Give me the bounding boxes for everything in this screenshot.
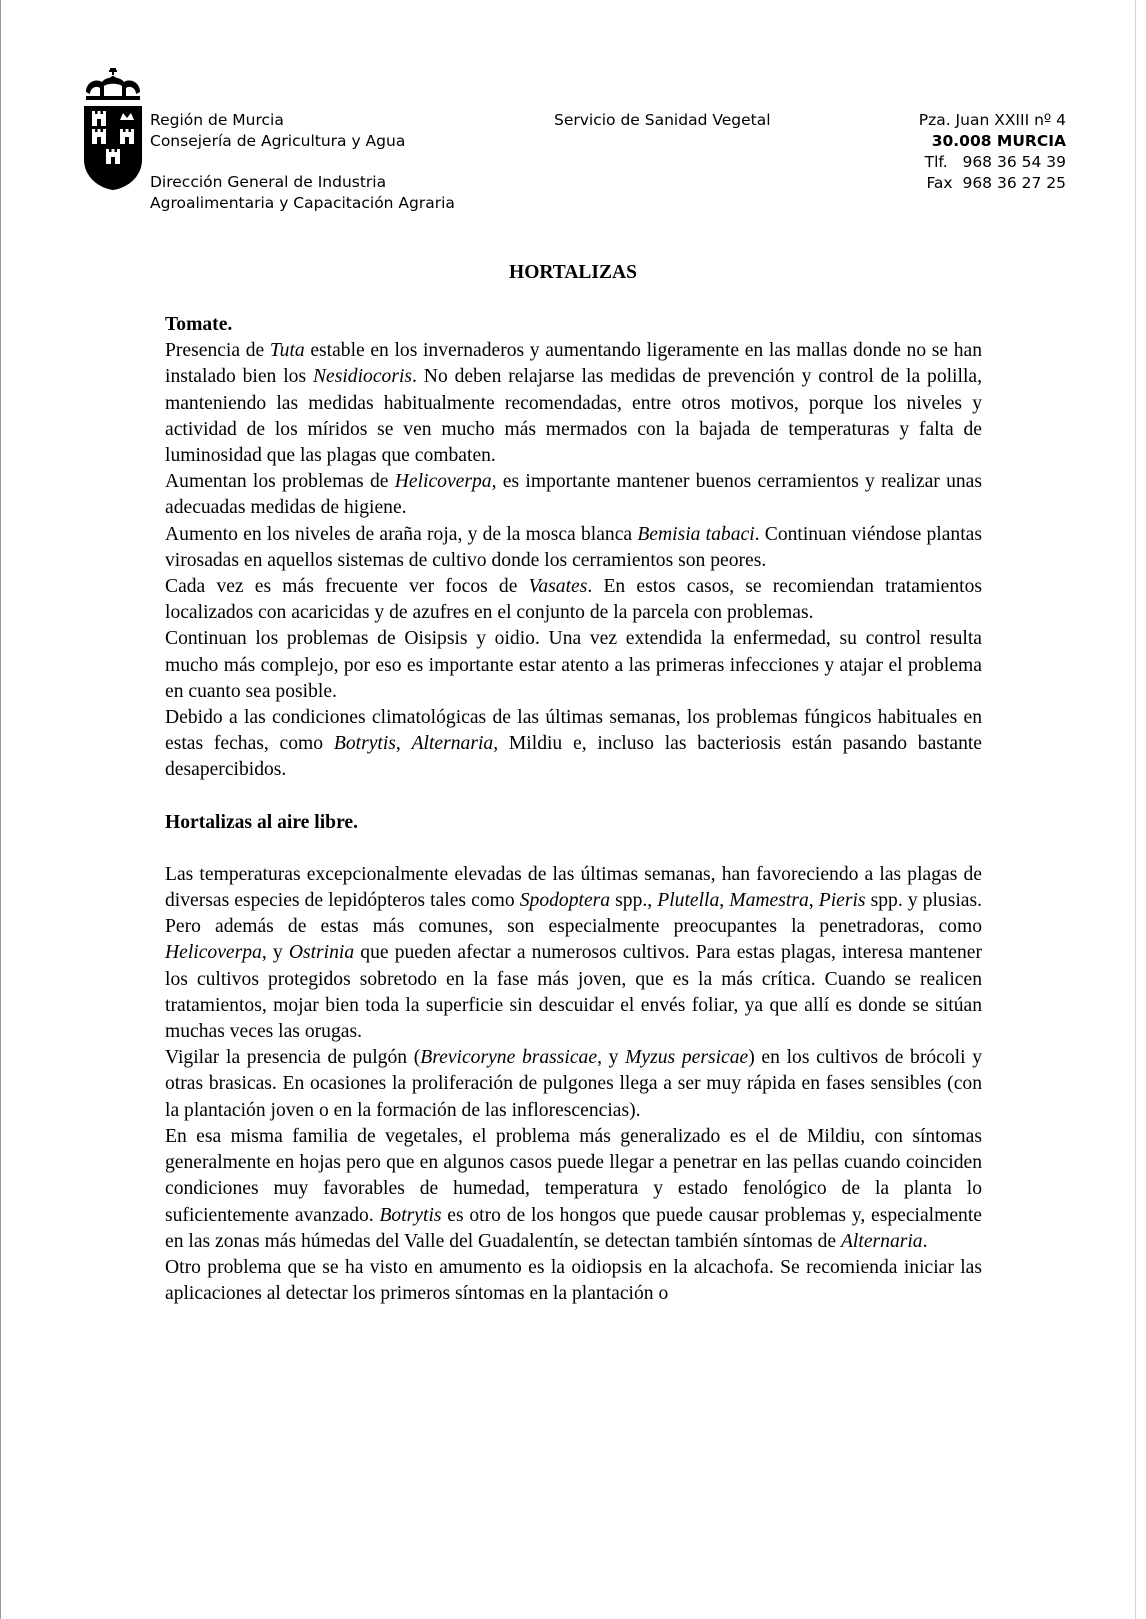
paragraph: Presencia de Tuta estable en los invernaderos y aumentando ligeramente en las mallas donde no se han instalado bien los Nesidiocoris. No deben relajarse las medidas de prevención y control de la polilla, manteniendo las medidas habitualmente recomendadas, entre otros motivos, porque los niveles y actividad de los míridos se ven mucho más mermados con la bajada de temperaturas y falta de luminosidad que las plagas que combaten. (165, 340, 982, 467)
region-name: Región de Murcia (150, 111, 284, 129)
paragraph: Aumento en los niveles de araña roja, y de la mosca blanca Bemisia tabaci. Continuan viéndose plantas virosadas en aquellos sistemas de cultivo donde los cerramientos son peores. (165, 523, 982, 571)
paragraph: En esa misma familia de vegetales, el problema más generalizado es el de Mildiu, con síntomas generalmente en hojas pero que en algunos casos puede llegar a penetrar en las pellas cuando coinciden condiciones muy favorables de humedad, temperatura y estado fenológico de la planta lo suficientemente avanzado. Botrytis es otro de los hongos que puede causar problemas y, especialmente en las zonas más húmedas del Valle del Guadalentín, se detectan también síntomas de Alternaria. (165, 1125, 982, 1252)
service-name: Servicio de Sanidad Vegetal (554, 111, 771, 129)
section-heading: Hortalizas al aire libre. (165, 811, 359, 833)
region-coat-of-arms-icon (82, 68, 144, 192)
paragraph: Vigilar la presencia de pulgón (Brevicoryne brassicae, y Myzus persicae) en los cultivos de brócoli y otras brasicas. En ocasiones la proliferación de pulgones llega a ser muy rápida en fases sensibles (con la plantación joven o en la formación de las inflorescencias). (165, 1047, 982, 1121)
document-body (165, 312, 982, 1307)
phone-number: Tlf. 968 36 54 39 (924, 153, 1066, 171)
letterhead (0, 0, 1146, 230)
directorate-line2: Agroalimentaria y Capacitación Agraria (150, 194, 455, 212)
address-city: 30.008 MURCIA (931, 132, 1066, 150)
fax-number: Fax 968 36 27 25 (926, 174, 1066, 192)
paragraph: Otro problema que se ha visto en amumento es la oidiopsis en la alcachofa. Se recomienda iniciar las aplicaciones al detectar los primeros síntomas en la plantación o (165, 1256, 982, 1305)
address-street: Pza. Juan XXIII nº 4 (918, 111, 1066, 129)
page-border-right (1135, 0, 1136, 1619)
contact-block (919, 110, 1066, 194)
paragraph: Aumentan los problemas de Helicoverpa, es importante mantener buenos cerramientos y realizar unas adecuadas medidas de higiene. (165, 471, 982, 519)
ministry-name: Consejería de Agricultura y Agua (150, 132, 406, 150)
page-border (0, 0, 1, 1619)
directorate-line1: Dirección General de Industria (150, 173, 387, 191)
paragraph: Las temperaturas excepcionalmente elevadas de las últimas semanas, han favoreciendo a las plagas de diversas especies de lepidópteros tales como Spodoptera spp., Plutella, Mamestra, Pieris spp. y plusias. Pero además de estas más comunes, son especialmente preocupantes la penetradoras, como Helicoverpa, y Ostrinia que pueden afectar a numerosos cultivos. Para estas plagas, interesa mantener los cultivos protegidos sobretodo en la fase más joven, que es la más crítica. Cuando se realicen tratamientos, mojar bien toda la superficie sin descuidar el envés foliar, ya que allí es donde se sitúan muchas veces las orugas. (165, 863, 983, 1043)
document-title: HORTALIZAS (509, 262, 637, 283)
section-heading: Tomate. (165, 314, 233, 335)
paragraph: Continuan los problemas de Oisipsis y oidio. Una vez extendida la enfermedad, su control resulta mucho más complejo, por eso es importante estar atento a las primeras infecciones y atajar el problema en cuanto sea posible. (165, 628, 982, 702)
paragraph: Debido a las condiciones climatológicas de las últimas semanas, los problemas fúngicos habituales en estas fechas, como Botrytis, Alternaria, Mildiu e, incluso las bacteriosis están pasando bastante desapercibidos. (165, 707, 983, 781)
organization-block (150, 110, 455, 214)
paragraph: Cada vez es más frecuente ver focos de Vasates. En estos casos, se recomiendan tratamientos localizados con acaricidas y de azufres en el conjunto de la parcela con problemas. (165, 576, 982, 624)
